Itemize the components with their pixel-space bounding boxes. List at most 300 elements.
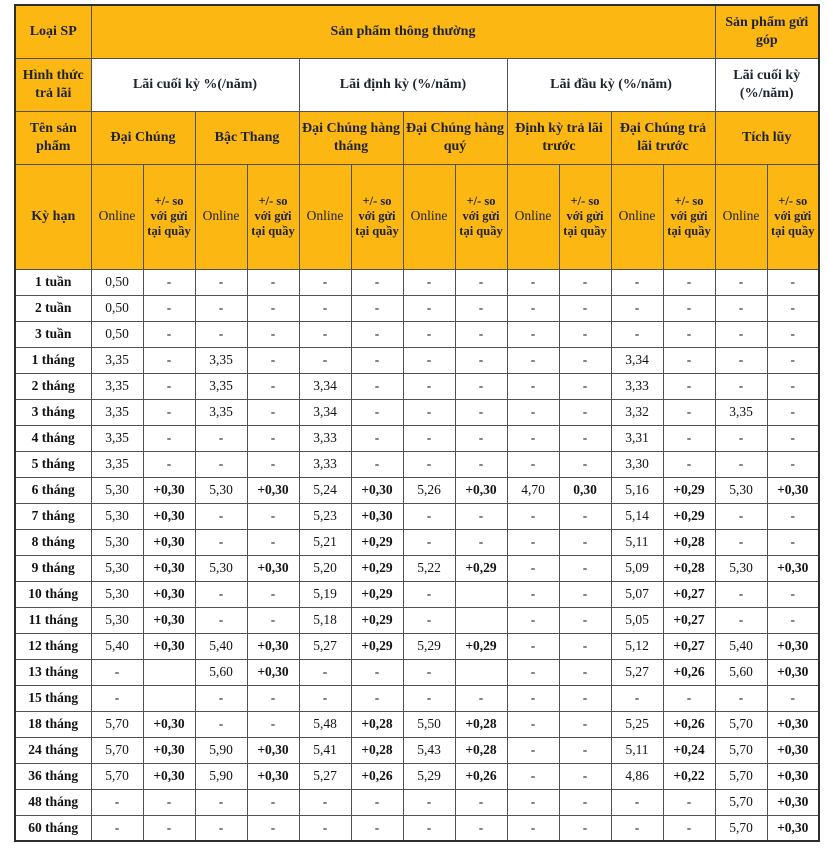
loai-sp-header: Loại SP [15,5,91,58]
online-rate-cell: 5,18 [299,607,351,633]
online-rate-cell: 3,32 [611,399,663,425]
diff-rate-cell: +0,24 [663,737,715,763]
online-rate-cell: 0,50 [91,269,143,295]
diff-rate-cell [455,581,507,607]
online-rate-cell: - [195,451,247,477]
term-cell: 18 tháng [15,711,91,737]
product-dinh-ky-tra-lai-truoc: Định kỳ trả lãi trước [507,111,611,164]
diff-rate-cell: - [455,503,507,529]
diff-rate-cell: +0,30 [143,633,195,659]
diff-rate-cell: - [351,451,403,477]
online-rate-cell: - [195,815,247,841]
diff-rate-cell: +0,26 [351,763,403,789]
diff-rate-cell [143,685,195,711]
online-rate-cell: 5,90 [195,737,247,763]
diff-rate-cell: +0,30 [351,477,403,503]
online-rate-cell: - [611,269,663,295]
table-row [15,685,819,711]
lai-cuoi-ky-gui-gop-header: Lãi cuối kỳ (%/năm) [715,58,819,111]
diff-rate-cell: - [663,295,715,321]
ky-han-header: Kỳ hạn [15,164,91,269]
online-rate-cell: 5,70 [715,789,767,815]
online-rate-cell: 5,70 [91,763,143,789]
online-rate-cell: 5,12 [611,633,663,659]
diff-rate-cell: - [247,269,299,295]
online-rate-cell: 3,35 [91,347,143,373]
online-rate-cell: - [507,399,559,425]
online-rate-cell: 5,27 [611,659,663,685]
online-header: Online [507,164,559,269]
online-rate-cell: 3,35 [91,373,143,399]
diff-rate-cell: +0,30 [143,711,195,737]
online-rate-cell: 5,30 [91,529,143,555]
interest-rate-table [14,4,820,842]
online-rate-cell: - [195,607,247,633]
online-rate-cell: - [403,529,455,555]
header-row-product-name [15,111,819,164]
term-cell: 11 tháng [15,607,91,633]
online-rate-cell: - [507,529,559,555]
diff-rate-cell: - [351,425,403,451]
term-cell: 5 tháng [15,451,91,477]
diff-rate-cell: - [559,737,611,763]
diff-rate-cell: - [559,581,611,607]
online-rate-cell: - [195,711,247,737]
diff-rate-cell: +0,30 [455,477,507,503]
ten-san-pham-header: Tên sản phẩm [15,111,91,164]
online-rate-cell: - [507,737,559,763]
online-rate-cell: 3,33 [611,373,663,399]
diff-rate-cell: - [767,269,819,295]
online-rate-cell: - [507,503,559,529]
diff-rate-cell: +0,30 [143,581,195,607]
diff-rate-cell: - [143,373,195,399]
product-dai-chung-tra-lai-truoc: Đại Chúng trả lãi trước [611,111,715,164]
diff-rate-cell: +0,30 [143,503,195,529]
online-rate-cell: 3,30 [611,451,663,477]
diff-rate-cell: - [767,607,819,633]
online-rate-cell: 5,50 [403,711,455,737]
diff-rate-cell: - [559,373,611,399]
diff-rate-cell: - [351,269,403,295]
online-rate-cell: 5,24 [299,477,351,503]
diff-rate-cell: +0,30 [767,555,819,581]
diff-rate-cell: +0,30 [143,529,195,555]
diff-rate-cell: +0,30 [767,789,819,815]
online-rate-cell: 5,40 [91,633,143,659]
diff-rate-cell: - [247,399,299,425]
online-rate-cell: - [507,763,559,789]
lai-dinh-ky-header: Lãi định kỳ (%/năm) [299,58,507,111]
diff-rate-cell: - [767,451,819,477]
diff-rate-cell: - [559,711,611,737]
online-rate-cell: 5,40 [195,633,247,659]
diff-rate-cell: - [663,269,715,295]
table-row [15,763,819,789]
online-rate-cell: - [507,295,559,321]
online-rate-cell: - [507,321,559,347]
table-row [15,451,819,477]
online-rate-cell: - [611,685,663,711]
table-row [15,477,819,503]
online-rate-cell: 4,70 [507,477,559,503]
diff-rate-cell: - [767,321,819,347]
table-row [15,503,819,529]
diff-rate-cell: +0,30 [767,477,819,503]
diff-rate-cell: - [559,555,611,581]
term-cell: 48 tháng [15,789,91,815]
product-dai-chung-hang-quy: Đại Chúng hàng quý [403,111,507,164]
diff-rate-cell: - [767,503,819,529]
diff-rate-cell: +0,26 [663,659,715,685]
online-header: Online [91,164,143,269]
vs-counter-header: +/- so với gửi tại quầy [559,164,611,269]
diff-rate-cell: - [143,451,195,477]
online-rate-cell: - [507,685,559,711]
online-rate-cell: - [195,581,247,607]
online-rate-cell: 5,30 [91,607,143,633]
online-rate-cell: - [91,815,143,841]
diff-rate-cell: - [247,607,299,633]
online-rate-cell: 5,07 [611,581,663,607]
table-row [15,633,819,659]
table-row [15,789,819,815]
diff-rate-cell: - [247,529,299,555]
term-cell: 3 tuần [15,321,91,347]
diff-rate-cell: +0,30 [767,633,819,659]
online-rate-cell: - [299,269,351,295]
table-row [15,373,819,399]
table-row [15,737,819,763]
diff-rate-cell: - [143,347,195,373]
online-rate-cell: 5,29 [403,633,455,659]
product-bac-thang: Bậc Thang [195,111,299,164]
online-rate-cell: - [195,529,247,555]
online-header: Online [403,164,455,269]
online-rate-cell: - [195,269,247,295]
online-rate-cell: 5,21 [299,529,351,555]
diff-rate-cell: - [767,399,819,425]
diff-rate-cell: - [663,815,715,841]
online-rate-cell: 5,29 [403,763,455,789]
diff-rate-cell: - [143,295,195,321]
diff-rate-cell: - [455,347,507,373]
vs-counter-header: +/- so với gửi tại quầy [663,164,715,269]
online-rate-cell: 5,30 [715,555,767,581]
online-rate-cell: 5,11 [611,737,663,763]
online-rate-cell: 5,16 [611,477,663,503]
diff-rate-cell: - [455,373,507,399]
online-rate-cell: 5,30 [91,477,143,503]
diff-rate-cell: - [663,399,715,425]
table-row [15,269,819,295]
vs-counter-header: +/- so với gửi tại quầy [455,164,507,269]
online-rate-cell: - [507,815,559,841]
diff-rate-cell: +0,28 [663,529,715,555]
online-rate-cell: 5,70 [91,737,143,763]
diff-rate-cell: - [143,399,195,425]
online-rate-cell: 4,86 [611,763,663,789]
online-rate-cell: - [91,685,143,711]
diff-rate-cell: - [247,503,299,529]
online-rate-cell: 5,70 [91,711,143,737]
diff-rate-cell: - [559,425,611,451]
term-cell: 8 tháng [15,529,91,555]
diff-rate-cell: - [559,295,611,321]
term-cell: 24 tháng [15,737,91,763]
diff-rate-cell: - [247,711,299,737]
online-rate-cell: - [715,373,767,399]
diff-rate-cell: - [455,295,507,321]
san-pham-thong-thuong-header: Sản phẩm thông thường [91,5,715,58]
diff-rate-cell: - [455,399,507,425]
diff-rate-cell [455,607,507,633]
online-rate-cell: 3,35 [91,425,143,451]
vs-counter-header: +/- so với gửi tại quầy [247,164,299,269]
online-rate-cell: - [507,633,559,659]
diff-rate-cell: - [247,581,299,607]
online-rate-cell: - [715,295,767,321]
diff-rate-cell: +0,28 [663,555,715,581]
diff-rate-cell: - [247,295,299,321]
online-rate-cell: 3,35 [91,451,143,477]
diff-rate-cell: +0,29 [351,555,403,581]
diff-rate-cell: - [559,529,611,555]
online-rate-cell: 5,70 [715,815,767,841]
online-rate-cell: - [507,451,559,477]
header-row-channel [15,164,819,269]
diff-rate-cell [143,659,195,685]
online-rate-cell: 5,40 [715,633,767,659]
online-rate-cell: 3,35 [195,347,247,373]
online-rate-cell: - [299,659,351,685]
term-cell: 6 tháng [15,477,91,503]
diff-rate-cell: +0,26 [663,711,715,737]
term-cell: 2 tuần [15,295,91,321]
table-row [15,555,819,581]
diff-rate-cell: +0,28 [351,737,403,763]
online-rate-cell: - [91,789,143,815]
online-rate-cell: 5,30 [91,555,143,581]
online-rate-cell: - [403,269,455,295]
lai-dau-ky-header: Lãi đầu kỳ (%/năm) [507,58,715,111]
diff-rate-cell: +0,30 [143,607,195,633]
diff-rate-cell: - [143,269,195,295]
table-row [15,607,819,633]
diff-rate-cell: +0,30 [143,555,195,581]
online-rate-cell: 5,70 [715,763,767,789]
diff-rate-cell: - [559,685,611,711]
online-rate-cell: - [195,295,247,321]
term-cell: 4 tháng [15,425,91,451]
term-cell: 36 tháng [15,763,91,789]
diff-rate-cell: - [247,815,299,841]
diff-rate-cell: - [559,347,611,373]
diff-rate-cell: - [351,295,403,321]
online-rate-cell: - [299,685,351,711]
diff-rate-cell: - [767,425,819,451]
term-cell: 2 tháng [15,373,91,399]
diff-rate-cell: +0,22 [663,763,715,789]
online-header: Online [611,164,663,269]
online-rate-cell: 5,09 [611,555,663,581]
online-rate-cell: - [403,425,455,451]
diff-rate-cell: +0,30 [247,477,299,503]
diff-rate-cell: +0,30 [143,763,195,789]
online-rate-cell: 5,05 [611,607,663,633]
online-rate-cell: - [403,607,455,633]
table-row [15,321,819,347]
table-row [15,815,819,841]
online-rate-cell: 5,11 [611,529,663,555]
diff-rate-cell: - [351,321,403,347]
online-rate-cell: - [507,659,559,685]
online-rate-cell: 0,50 [91,295,143,321]
diff-rate-cell: 0,30 [559,477,611,503]
online-rate-cell: 5,27 [299,633,351,659]
online-rate-cell: - [403,685,455,711]
table-row [15,399,819,425]
diff-rate-cell: +0,30 [767,737,819,763]
online-rate-cell: - [91,659,143,685]
online-rate-cell: - [611,321,663,347]
online-rate-cell: - [507,711,559,737]
diff-rate-cell: - [247,425,299,451]
san-pham-gui-gop-header: Sản phẩm gửi góp [715,5,819,58]
online-rate-cell: 5,30 [715,477,767,503]
diff-rate-cell: +0,30 [247,763,299,789]
online-rate-cell: 0,50 [91,321,143,347]
online-rate-cell: - [507,347,559,373]
online-rate-cell: - [611,815,663,841]
diff-rate-cell: - [663,373,715,399]
online-rate-cell: - [403,373,455,399]
online-rate-cell: 3,35 [195,399,247,425]
online-rate-cell: 5,27 [299,763,351,789]
diff-rate-cell: +0,29 [351,633,403,659]
diff-rate-cell: +0,29 [455,633,507,659]
diff-rate-cell: +0,29 [351,529,403,555]
table-row [15,659,819,685]
diff-rate-cell: +0,30 [247,737,299,763]
online-rate-cell: - [299,789,351,815]
online-rate-cell: - [403,451,455,477]
hinh-thuc-tra-lai-header: Hình thức trả lãi [15,58,91,111]
diff-rate-cell: - [455,269,507,295]
diff-rate-cell: - [559,503,611,529]
vs-counter-header: +/- so với gửi tại quầy [143,164,195,269]
table-row [15,347,819,373]
diff-rate-cell: +0,29 [351,607,403,633]
diff-rate-cell: - [247,451,299,477]
online-rate-cell: 5,60 [715,659,767,685]
online-rate-cell: - [715,425,767,451]
online-rate-cell: - [715,321,767,347]
term-cell: 9 tháng [15,555,91,581]
diff-rate-cell: - [767,373,819,399]
diff-rate-cell: +0,29 [351,581,403,607]
online-rate-cell: 3,33 [299,425,351,451]
online-rate-cell: - [507,425,559,451]
term-cell: 7 tháng [15,503,91,529]
diff-rate-cell: - [351,815,403,841]
diff-rate-cell: - [351,347,403,373]
term-cell: 1 tháng [15,347,91,373]
diff-rate-cell: - [663,451,715,477]
online-rate-cell: 5,60 [195,659,247,685]
diff-rate-cell: - [351,789,403,815]
diff-rate-cell: - [559,633,611,659]
diff-rate-cell: - [247,685,299,711]
diff-rate-cell: +0,30 [767,815,819,841]
diff-rate-cell: +0,26 [455,763,507,789]
online-rate-cell: 5,70 [715,711,767,737]
online-rate-cell: - [507,269,559,295]
online-rate-cell: - [507,789,559,815]
diff-rate-cell: - [455,529,507,555]
online-rate-cell: 5,70 [715,737,767,763]
vs-counter-header: +/- so với gửi tại quầy [351,164,403,269]
term-cell: 1 tuần [15,269,91,295]
diff-rate-cell: - [247,321,299,347]
online-rate-cell: 3,34 [299,373,351,399]
diff-rate-cell: - [559,451,611,477]
term-cell: 15 tháng [15,685,91,711]
diff-rate-cell: - [143,321,195,347]
online-rate-cell: - [299,347,351,373]
diff-rate-cell: - [247,347,299,373]
diff-rate-cell: +0,29 [663,503,715,529]
diff-rate-cell: - [351,399,403,425]
diff-rate-cell: - [351,659,403,685]
online-rate-cell: 5,43 [403,737,455,763]
online-rate-cell: 5,30 [91,503,143,529]
diff-rate-cell: - [663,425,715,451]
table-row [15,295,819,321]
term-cell: 60 tháng [15,815,91,841]
diff-rate-cell: - [663,789,715,815]
diff-rate-cell: +0,27 [663,581,715,607]
product-tich-luy: Tích lũy [715,111,819,164]
online-rate-cell: 5,19 [299,581,351,607]
diff-rate-cell: +0,27 [663,607,715,633]
table-row [15,425,819,451]
diff-rate-cell: +0,27 [663,633,715,659]
diff-rate-cell: - [559,815,611,841]
online-rate-cell: - [403,659,455,685]
header-row-interest-type [15,58,819,111]
table-row [15,581,819,607]
diff-rate-cell: - [351,685,403,711]
diff-rate-cell: - [767,581,819,607]
online-rate-cell: 5,30 [195,477,247,503]
online-rate-cell: - [715,685,767,711]
diff-rate-cell: - [143,425,195,451]
online-rate-cell: - [507,607,559,633]
diff-rate-cell: +0,30 [247,659,299,685]
online-rate-cell: - [715,269,767,295]
diff-rate-cell: +0,30 [351,503,403,529]
online-rate-cell: - [299,295,351,321]
diff-rate-cell: - [767,685,819,711]
online-rate-cell: - [403,399,455,425]
online-rate-cell: - [715,581,767,607]
table-row [15,711,819,737]
diff-rate-cell: - [455,425,507,451]
table-row [15,529,819,555]
online-rate-cell: - [195,685,247,711]
diff-rate-cell: - [559,659,611,685]
